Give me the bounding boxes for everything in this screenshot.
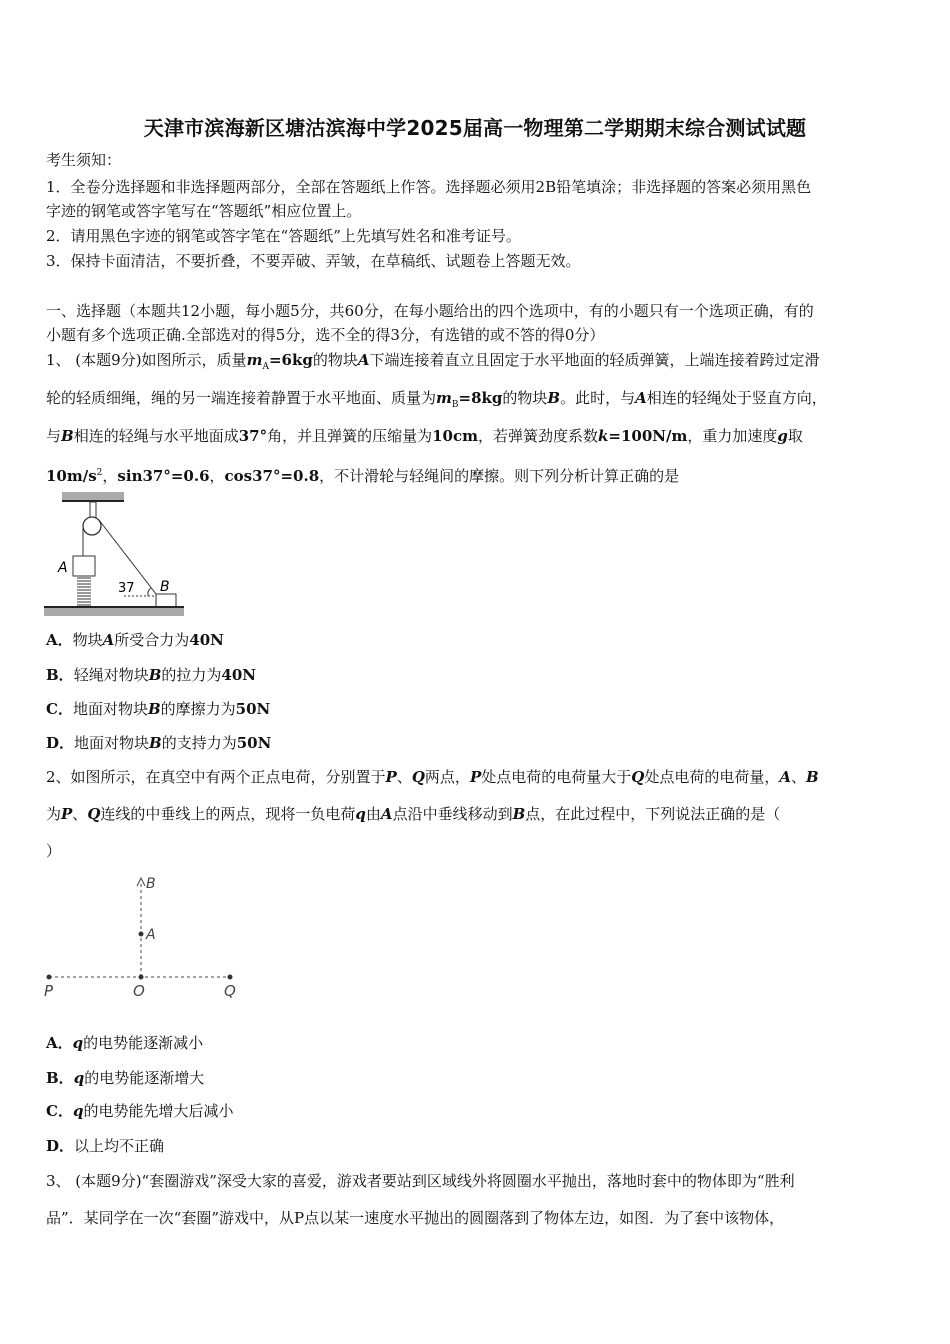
text-segment: ， bbox=[102, 467, 118, 485]
text-line bbox=[46, 841, 61, 861]
text-segment: 物块 bbox=[72, 631, 103, 649]
text-line bbox=[46, 226, 521, 246]
text-segment: A bbox=[102, 631, 115, 649]
text-segment: 。此时，与 bbox=[560, 389, 636, 407]
text-segment: 为 bbox=[46, 805, 62, 823]
text-segment: 品”．某同学在一次“套圈”游戏中，从P点以某一速度水平抛出的圆圈落到了物体左边，如图．为了套中该物体， bbox=[46, 1209, 785, 1227]
text-segment: =100N/m bbox=[608, 427, 688, 445]
text-segment: Q bbox=[411, 768, 425, 786]
text-segment: 、 bbox=[72, 805, 88, 823]
text-segment: 处点电荷的电荷量大于 bbox=[481, 768, 632, 786]
text-line bbox=[46, 463, 679, 486]
text-line bbox=[46, 733, 271, 753]
text-segment: A． bbox=[46, 631, 73, 649]
text-segment: P bbox=[385, 768, 397, 786]
text-line bbox=[46, 804, 780, 824]
text-line bbox=[46, 426, 803, 446]
text-segment: q bbox=[72, 1102, 84, 1120]
label-q: Q bbox=[224, 982, 236, 1000]
label-p: P bbox=[44, 982, 54, 1000]
spring bbox=[77, 578, 91, 605]
text-segment: 1．全卷分选择题和非选择题两部分，全部在答题纸上作答。选择题必须用2B铅笔填涂；非选择题的答案必须用黑色 bbox=[46, 178, 812, 196]
text-segment: 10m/s bbox=[46, 467, 97, 485]
text-line bbox=[46, 1033, 203, 1053]
text-line bbox=[46, 325, 604, 345]
figure-charges bbox=[40, 872, 250, 1002]
text-segment: =6kg bbox=[268, 351, 313, 369]
text-segment: q bbox=[72, 1034, 84, 1052]
text-line bbox=[46, 1068, 204, 1088]
text-segment: P bbox=[61, 805, 73, 823]
text-segment: 的物块 bbox=[312, 351, 358, 369]
point-a bbox=[139, 932, 144, 937]
text-segment: 下端连接着直立且固定于水平地面的轻质弹簧，上端连接着跨过定滑 bbox=[369, 351, 820, 369]
point-q bbox=[228, 975, 233, 980]
text-segment: q bbox=[355, 805, 366, 823]
text-line bbox=[46, 1171, 795, 1191]
text-segment: 37° bbox=[238, 427, 268, 445]
text-segment: m bbox=[436, 389, 452, 407]
text-segment: 点，在此过程中，下列说法正确的是（ bbox=[525, 805, 781, 823]
ground bbox=[44, 608, 184, 616]
text-line bbox=[46, 665, 256, 685]
text-segment: Q bbox=[87, 805, 101, 823]
text-segment: 1、 (本题9分)如图所示，质量 bbox=[46, 351, 247, 369]
text-segment: 取 bbox=[787, 427, 803, 445]
text-segment: g bbox=[777, 427, 788, 445]
figure-pulley-spring bbox=[44, 492, 184, 618]
text-segment: 、 bbox=[790, 768, 806, 786]
point-o bbox=[139, 975, 144, 980]
text-segment: 由 bbox=[365, 805, 381, 823]
text-segment: 的支持力为 bbox=[161, 734, 237, 752]
text-segment: 两点， bbox=[424, 768, 470, 786]
text-segment: 的摩擦力为 bbox=[160, 700, 236, 718]
text-segment: A bbox=[635, 389, 647, 407]
text-segment: 40N bbox=[221, 666, 256, 684]
text-line bbox=[46, 699, 270, 719]
text-segment: D． bbox=[46, 734, 75, 752]
text-segment: k bbox=[598, 427, 609, 445]
text-segment: 相连的轻绳与水平地面成 bbox=[73, 427, 239, 445]
text-line bbox=[46, 388, 827, 415]
text-segment: 小题有多个选项正确.全部选对的得5分，选不全的得3分，有选错的或不答的得0分） bbox=[46, 326, 605, 344]
label-b: B bbox=[160, 579, 170, 595]
text-segment: 与 bbox=[46, 427, 62, 445]
text-line bbox=[46, 630, 224, 650]
text-segment: 考生须知： bbox=[46, 151, 122, 169]
text-segment: 相连的轻绳处于竖直方向， bbox=[646, 389, 827, 407]
text-line bbox=[46, 177, 811, 197]
pulley bbox=[83, 517, 101, 535]
text-segment: C． bbox=[46, 1102, 73, 1120]
text-segment: B bbox=[547, 389, 561, 407]
text-segment: B bbox=[512, 805, 526, 823]
label-o: O bbox=[133, 982, 145, 1000]
text-segment: sin37°=0.6 bbox=[117, 467, 210, 485]
label-a: A bbox=[146, 927, 156, 943]
text-segment: P bbox=[469, 768, 482, 786]
label-angle: 37 bbox=[118, 581, 135, 596]
text-line bbox=[46, 1101, 233, 1121]
text-segment: 的拉力为 bbox=[161, 666, 222, 684]
text-segment: 、 bbox=[396, 768, 412, 786]
ceiling bbox=[62, 492, 124, 500]
text-segment: 的物块 bbox=[502, 389, 548, 407]
text-segment: 2．请用黑色字迹的钢笔或答字笔在“答题纸”上先填写姓名和准考证号。 bbox=[46, 227, 521, 245]
text-segment: B bbox=[805, 768, 819, 786]
text-segment: 3、 (本题9分)“套圈游戏”深受大家的喜爱，游戏者要站到区域线外将圆圈水平抛出，落地时套中的物体即为“胜利 bbox=[46, 1172, 795, 1190]
text-segment: 连线的中垂线上的两点，现将一负电荷 bbox=[100, 805, 356, 823]
label-b: B bbox=[146, 876, 156, 892]
text-segment: 的电势能逐渐减小 bbox=[83, 1034, 204, 1052]
text-segment: 的电势能先增大后减小 bbox=[83, 1102, 234, 1120]
text-segment: B bbox=[147, 700, 161, 718]
text-segment: B． bbox=[46, 666, 74, 684]
text-segment: 10cm bbox=[432, 427, 478, 445]
text-line bbox=[46, 1136, 164, 1156]
text-segment: 点沿中垂线移动到 bbox=[392, 805, 513, 823]
text-segment: ， bbox=[209, 467, 225, 485]
text-segment: 40N bbox=[189, 631, 224, 649]
text-segment: 地面对物块 bbox=[74, 734, 150, 752]
text-segment: 2、如图所示，在真空中有两个正点电荷，分别置于 bbox=[46, 768, 386, 786]
text-segment: m bbox=[246, 351, 263, 369]
text-segment: Q bbox=[631, 768, 645, 786]
text-segment: B bbox=[149, 734, 162, 752]
text-line bbox=[46, 767, 819, 787]
text-segment: 一、选择题（本题共12小题，每小题5分，共60分，在每小题给出的四个选项中，有的小题只有一个选项正确，有的 bbox=[46, 302, 814, 320]
text-segment: A bbox=[380, 805, 393, 823]
text-segment: q bbox=[73, 1069, 85, 1087]
text-segment: =8kg bbox=[458, 389, 503, 407]
text-line bbox=[46, 201, 361, 221]
text-segment: D． bbox=[46, 1137, 75, 1155]
text-segment: 以上均不正确 bbox=[74, 1137, 165, 1155]
page-title: 天津市滨海新区塘沽滨海中学2025届高一物理第二学期期末综合测试试题 bbox=[143, 116, 807, 140]
text-segment: 地面对物块 bbox=[72, 700, 148, 718]
text-line bbox=[46, 350, 820, 377]
text-segment: 字迹的钢笔或答字笔写在“答题纸”相应位置上。 bbox=[46, 202, 362, 220]
text-line bbox=[46, 150, 121, 170]
block-b bbox=[156, 594, 176, 607]
text-segment: 2 bbox=[96, 468, 103, 478]
block-a bbox=[73, 556, 95, 576]
text-line bbox=[46, 251, 581, 271]
text-segment: 处点电荷的电荷量， bbox=[644, 768, 780, 786]
text-segment: 的电势能逐渐增大 bbox=[84, 1069, 205, 1087]
text-segment: ，若弹簧劲度系数 bbox=[478, 427, 599, 445]
text-segment: C． bbox=[46, 700, 73, 718]
text-segment: ） bbox=[46, 842, 62, 860]
text-segment: 所受合力为 bbox=[114, 631, 190, 649]
text-segment: A bbox=[262, 362, 269, 372]
text-segment: B bbox=[148, 666, 162, 684]
text-segment: B bbox=[451, 400, 459, 410]
text-line bbox=[46, 301, 814, 321]
text-segment: A bbox=[357, 351, 370, 369]
text-segment: A bbox=[779, 768, 791, 786]
text-segment: 50N bbox=[235, 700, 271, 718]
text-segment: ，重力加速度 bbox=[687, 427, 778, 445]
text-segment: 角，并且弹簧的压缩量为 bbox=[267, 427, 433, 445]
text-segment: 轻绳对物块 bbox=[73, 666, 149, 684]
text-segment: 3．保持卡面清洁，不要折叠，不要弄破、弄皱，在草稿纸、试题卷上答题无效。 bbox=[46, 252, 581, 270]
text-segment: A． bbox=[46, 1034, 73, 1052]
text-segment: 50N bbox=[236, 734, 272, 752]
text-segment: B． bbox=[46, 1069, 74, 1087]
text-segment: cos37°=0.8 bbox=[224, 467, 320, 485]
text-segment: ，不计滑轮与轻绳间的摩擦。则下列分析计算正确的是 bbox=[319, 467, 680, 485]
point-p bbox=[47, 975, 52, 980]
label-a: A bbox=[58, 560, 68, 576]
text-segment: B bbox=[61, 427, 74, 445]
text-segment: 轮的轻质细绳，绳的另一端连接着静置于水平地面、质量为 bbox=[46, 389, 437, 407]
text-line bbox=[46, 1208, 784, 1228]
